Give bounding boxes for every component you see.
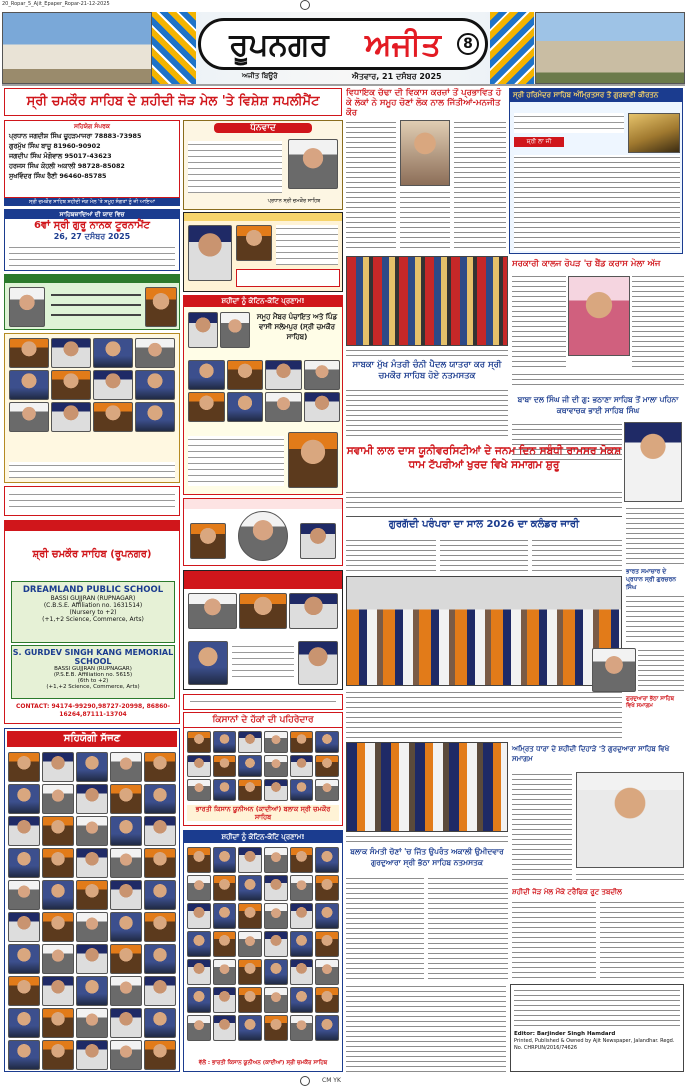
supporter-photo <box>76 752 108 782</box>
farmer-photo <box>264 755 288 777</box>
school2-classes: (6th to +2) <box>77 678 109 684</box>
member-photo <box>187 931 211 957</box>
election-text-2 <box>428 876 508 980</box>
contact-line: ਜਗਦੀਪ ਸਿੰਘ ਮੰਗੋਵਾਲ 95017-43623 <box>9 152 112 160</box>
member-photo <box>290 987 314 1013</box>
supporter-photo <box>144 848 176 878</box>
calendar-text-3 <box>532 538 622 572</box>
school1-place: BASSI GUJJRAN (RUPNAGAR) <box>50 595 136 602</box>
member-photo <box>315 875 339 901</box>
member-photo <box>238 847 262 873</box>
supporter-photo <box>76 976 108 1006</box>
farmer-photo <box>213 755 237 777</box>
supporter-photo <box>76 912 108 942</box>
supporter-photo <box>144 1008 176 1038</box>
green-box-strip <box>5 275 179 283</box>
leader-photo <box>298 641 338 685</box>
election-caption <box>346 834 508 844</box>
mid-red-box <box>183 498 343 566</box>
minister-headline: ਸਾਬਕਾ ਮੁੱਖ ਮੰਤਰੀ ਚੰਨੀ ਪੈਦਲ ਯਾਤਰਾ ਕਰ ਸ੍ਰੀ ਚਮਕੌਰ ਸਾਹਿਬ ਹੋਏ ਨਤਮਸਤਕ <box>352 360 502 381</box>
leader-photo <box>239 593 288 629</box>
member-photo <box>290 875 314 901</box>
member-photo <box>315 987 339 1013</box>
supporter-photo <box>110 944 142 974</box>
farmer-photo <box>264 779 288 801</box>
calendar-text-2 <box>440 538 528 572</box>
narrow-col-text-3 <box>638 648 684 692</box>
edition-line: ਅਜੀਤ ਬਿਊਰੋ <box>242 72 278 80</box>
college-text-3 <box>512 372 684 388</box>
large-portrait <box>288 432 338 488</box>
supporter-photo <box>110 912 142 942</box>
member-photo <box>264 903 288 929</box>
calendar-headline: ਗੁਰਗੱਦੀ ਪਰੰਪਰਾ ਦਾ ਸਾਲ 2026 ਦਾ ਕਲੰਡਰ ਜਾਰੀ <box>346 516 622 534</box>
thanks-portrait <box>288 139 338 189</box>
farmers-heading: ਕਿਸਾਨਾਂ ਦੇ ਹੱਕਾਂ ਦੀ ਪਹਿਰੇਦਾਰ <box>184 713 342 728</box>
farmer-photo <box>213 779 237 801</box>
top-story-photo <box>400 120 450 186</box>
sabha-text: ਸਮੂਹ ਮੈਂਬਰ ਪੰਚਾਇਤ ਅਤੇ ਪਿੰਡ ਵਾਸੀ ਸਲੇਮਪੁਰ (ਸ੍ਰੀ ਚਮਕੌਰ ਸਾਹਿਬ) <box>256 313 338 341</box>
kirtan-text <box>514 113 624 133</box>
member-photo <box>238 1015 262 1041</box>
thanks-heading: ਧੰਨਵਾਦ <box>214 123 312 133</box>
welcome-panel <box>183 212 343 292</box>
footer-page-label: CM YK <box>322 1077 341 1084</box>
supporter-photo <box>8 1008 40 1038</box>
masthead-title-box <box>198 18 488 70</box>
supporter-photo <box>76 784 108 814</box>
top-story-text-1 <box>346 120 396 250</box>
contacts-box <box>4 120 180 198</box>
farmer-photo <box>213 731 237 753</box>
thanks-name: ਪ੍ਰਧਾਨ ਸ੍ਰੀ ਚਮਕੌਰ ਸਾਹਿਬ <box>267 198 321 204</box>
supporter-photo <box>42 784 74 814</box>
supporter-photo <box>76 944 108 974</box>
masthead <box>2 12 685 86</box>
supporter-photo <box>8 976 40 1006</box>
bhai-photo <box>624 422 682 502</box>
lower-right-photo <box>576 772 684 868</box>
farmer-photo <box>187 731 211 753</box>
school1-card <box>11 581 175 643</box>
contributor-photo <box>135 370 175 400</box>
imprint-line: Printed, Published & Owned by Ajit Newspaper, Jalandhar. Regd. No. CHRPUN/2016/74626 <box>514 1038 675 1051</box>
narrow-col-portrait <box>592 648 636 692</box>
far-right-headline: ਗੁਰਦੁਆਰਾ ਭੱਠਾ ਸਾਹਿਬ ਵਿਖੇ ਸਮਾਗਮ <box>626 696 675 709</box>
supporter-photo <box>8 912 40 942</box>
contributor-photo <box>135 402 175 432</box>
supporter-photo <box>42 1008 74 1038</box>
imprint-editor: Editor: Barjinder Singh Hamdard <box>514 1031 616 1037</box>
mid-thanks-strip <box>183 694 343 710</box>
top-story-text-2 <box>400 190 450 250</box>
contact-line: ਗੁਰਮੁੱਖ ਸਿੰਘ ਬਾਜੂ 81960-90902 <box>9 142 101 150</box>
member-photo <box>238 987 262 1013</box>
narrow-col-text-1 <box>626 506 684 566</box>
school2-card <box>11 645 175 699</box>
member-photo <box>227 360 264 390</box>
supporter-photo <box>42 848 74 878</box>
school2-place: BASSI GUJJRAN (RUPNAGAR) <box>54 666 132 672</box>
contributor-photo <box>51 338 91 368</box>
member-photo <box>213 903 237 929</box>
tribute-heading: ਸ਼ਹੀਦਾਂ ਨੂੰ ਕੋਟਿਨ-ਕੋਟਿ ਪ੍ਰਣਾਮ! <box>184 296 342 307</box>
university-headline: ਸਵਾਮੀ ਲਾਲ ਦਾਸ ਯੂਨੀਵਰਸਿਟੀਆਂ ਦੇ ਜਨਮ ਦਿਨ ਸਬੰਧੀ ਰਾਮਸਰ ਮੋਕਸ਼ ਧਾਮ ਟੱਪਰੀਆਂ ਖੁਰਦ ਵਿਖੇ ਸਮਾਗਮ ਸ਼ੁਰੂ <box>346 445 622 471</box>
saint-portrait <box>238 511 288 561</box>
thanks-text <box>188 141 282 193</box>
green-box-text <box>51 289 141 323</box>
minister-crowd-photo <box>346 256 508 346</box>
contact-line: ਹਰਜਸ ਸਿੰਘ ਕੋਹਲੀ ਅਕਾਲੀ 98728-85082 <box>9 162 125 170</box>
contributor-photo <box>9 370 49 400</box>
family-thanks-text <box>9 491 175 511</box>
calendar-caption <box>346 690 622 738</box>
school2-name: S. GURDEV SINGH KANG MEMORIAL SCHOOL <box>12 648 174 666</box>
member-photo <box>187 847 211 873</box>
calendar-release-photo <box>346 576 622 686</box>
supporter-photo <box>8 816 40 846</box>
farmer-photo <box>238 731 262 753</box>
welcome-footer <box>236 269 340 287</box>
member-photo <box>213 847 237 873</box>
member-photo <box>264 987 288 1013</box>
supporter-photo <box>144 976 176 1006</box>
sabha-portrait <box>220 312 250 348</box>
gurdwara-photo <box>2 12 152 84</box>
masthead-pattern-left <box>152 12 196 84</box>
supporter-photo <box>110 848 142 878</box>
member-photo <box>187 875 211 901</box>
faces-footer <box>9 462 175 478</box>
supporter-photo <box>110 752 142 782</box>
member-photo <box>315 931 339 957</box>
welcome-text <box>276 225 338 265</box>
farmer-photo <box>315 731 339 753</box>
supporter-photo <box>110 1008 142 1038</box>
farmer-photo <box>264 731 288 753</box>
member-photo <box>213 959 237 985</box>
faces-grid-top <box>4 333 180 483</box>
mid-photos-strip <box>184 571 342 589</box>
election-photo <box>346 742 508 832</box>
supporter-photo <box>8 944 40 974</box>
notice-strip: ਸ਼ਹੀਦੀ ਜੋੜ ਮੇਲ ਮੌਕੇ ਟਰੈਫਿਕ ਰੂਟ ਤਬਦੀਲ <box>512 888 622 896</box>
mid-bottom-footer: ਵੱਲੋਂ : ਭਾਰਤੀ ਕਿਸਾਨ ਯੂਨੀਅਨ (ਕਾਦੀਆਂ) ਸ੍ਰੀ ਚਮਕੌਰ ਸਾਹਿਬ <box>198 1060 328 1066</box>
supporter-photo <box>8 784 40 814</box>
supporter-photo <box>110 880 142 910</box>
contributor-photo <box>93 402 133 432</box>
supporter-photo <box>8 880 40 910</box>
college-photo <box>568 276 630 356</box>
green-box-portrait <box>9 287 45 327</box>
farmer-photo <box>315 779 339 801</box>
supporter-photo <box>144 784 176 814</box>
member-photo <box>304 360 341 390</box>
thanks-box <box>183 120 343 210</box>
sabha-portrait <box>188 312 218 348</box>
member-photo <box>290 847 314 873</box>
green-box-portrait <box>145 287 177 327</box>
member-photo <box>213 987 237 1013</box>
farmer-photo <box>238 755 262 777</box>
supporter-photo <box>42 944 74 974</box>
supporter-photo <box>144 944 176 974</box>
mid-bottom-heading: ਸ਼ਹੀਦਾਂ ਨੂੰ ਕੋਟਿਨ-ਕੋਟਿ ਪ੍ਰਣਾਮ! <box>184 831 342 843</box>
tribute-small-photo <box>190 523 226 559</box>
masthead-pattern-right <box>490 12 534 84</box>
member-photo <box>290 959 314 985</box>
farmers-panel <box>183 712 343 826</box>
member-photo <box>290 931 314 957</box>
school-contact: CONTACT: 94174-99290,98727-20998, 86860-16264,87111-13704 <box>16 703 170 718</box>
tournament-box <box>4 209 180 271</box>
supporter-photo <box>8 752 40 782</box>
member-photo <box>290 1015 314 1041</box>
kirtan-photo <box>628 113 680 153</box>
member-photo <box>188 360 225 390</box>
narrow-col-text-2 <box>626 594 684 644</box>
member-photo <box>265 392 302 422</box>
leader-photo <box>289 593 338 629</box>
tribute-box <box>183 295 343 495</box>
tournament-heading: ਸਾਹਿਬਜ਼ਾਦਿਆਂ ਦੀ ਯਾਦ ਵਿਚ <box>5 210 179 219</box>
member-photo <box>290 903 314 929</box>
masthead-left-title: ਰੂਪਨਗਰ <box>229 27 329 63</box>
farmer-photo <box>187 755 211 777</box>
member-photo <box>213 1015 237 1041</box>
kirtan-caption: ਸ਼੍ਰੀ ਲਾ ਜੀ <box>514 137 564 147</box>
member-photo <box>187 959 211 985</box>
school1-name: DREAMLAND PUBLIC SCHOOL <box>22 585 164 595</box>
supporter-photo <box>42 752 74 782</box>
contact-line: ਸੁਖਵਿੰਦਰ ਸਿੰਘ ਰੈਣੀ 96460-85785 <box>9 172 107 180</box>
lower-mid-text <box>346 984 506 1072</box>
tournament-title: 6ਵਾਂ ਸ੍ਰੀ ਗੁਰੂ ਨਾਨਕ ਟੂਰਨਾਮੈਂਟ <box>34 220 150 231</box>
member-photo <box>187 903 211 929</box>
tribute-faces <box>188 360 340 422</box>
member-photo <box>265 360 302 390</box>
farmer-photo <box>290 731 314 753</box>
mid-photos-box <box>183 570 343 690</box>
farmer-photo <box>290 779 314 801</box>
member-photo <box>264 1015 288 1041</box>
supporter-photo <box>144 1040 176 1070</box>
contacts-heading: ਸਹਿਯੋਗ ਸੰਪਰਕ <box>74 123 110 130</box>
school1-streams: (+1,+2 Science, Commerce, Arts) <box>42 616 144 623</box>
supporter-photo <box>42 880 74 910</box>
member-photo <box>227 392 264 422</box>
mid-photos-text <box>232 643 294 681</box>
supporter-photo <box>144 880 176 910</box>
member-photo <box>213 931 237 957</box>
notice-text-2 <box>600 900 684 980</box>
welcome-portrait <box>236 225 272 261</box>
supporter-photo <box>144 816 176 846</box>
member-photo <box>238 903 262 929</box>
leader-photo <box>188 593 237 629</box>
bhai-headline: ਬਾਬਾ ਦਲ ਸਿੰਘ ਜੀ ਦੀ ਗੁ: ਭਠਾਣਾ ਸਾਹਿਬ ਤੋਂ ਮਾਲਾ ਪਹਿਨਾ ਕਥਾਵਾਚਕ ਭਾਈ ਸਾਹਿਬ ਸਿੰਘ <box>517 395 679 415</box>
date-line: ਐਤਵਾਰ, 21 ਦਸੰਬਰ 2025 <box>352 72 442 81</box>
mid-red-strip <box>184 499 342 509</box>
minister-caption <box>346 348 508 358</box>
green-welcome-box <box>4 274 180 330</box>
imprint-text <box>514 988 680 1028</box>
member-photo <box>315 903 339 929</box>
tournament-text <box>9 244 175 266</box>
member-photo <box>304 392 341 422</box>
member-photo <box>264 931 288 957</box>
mid-bottom-panel <box>183 830 343 1072</box>
supporter-photo <box>110 816 142 846</box>
member-photo <box>264 847 288 873</box>
supporter-photo <box>110 976 142 1006</box>
farmer-photo <box>290 755 314 777</box>
contributor-photo <box>9 338 49 368</box>
mid-bottom-grid <box>187 847 339 1041</box>
contributor-photo <box>51 402 91 432</box>
supporter-photo <box>42 912 74 942</box>
contributor-photo <box>9 402 49 432</box>
contributor-photo <box>93 370 133 400</box>
contributor-photo <box>135 338 175 368</box>
schools-top-strip <box>5 521 179 531</box>
city-photo <box>535 12 685 84</box>
member-photo <box>188 392 225 422</box>
member-photo <box>238 931 262 957</box>
tribute-text <box>188 436 284 486</box>
election-headline: ਬਲਾਕ ਸੰਮਤੀ ਚੋਣਾਂ 'ਚ ਜਿੱਤ ਉਪਰੰਤ ਅਕਾਲੀ ਉਮੀਦਵਾਰ ਗੁਰਦੁਆਰਾ ਸ੍ਰੀ ਭੱਠਾ ਸਾਹਿਬ ਨਤਮਸਤਕ <box>350 847 504 867</box>
farmers-org: ਭਾਰਤੀ ਕਿਸਾਨ ਯੂਨੀਅਨ (ਕਾਦੀਆਂ) ਬਲਾਕ ਸ੍ਰੀ ਚਮਕੌਰ ਸਾਹਿਬ <box>187 805 339 821</box>
contributor-photo <box>51 370 91 400</box>
supporter-photo <box>8 848 40 878</box>
member-photo <box>187 987 211 1013</box>
family-thanks-box <box>4 486 180 516</box>
kirtan-body <box>514 155 680 251</box>
supporter-photo <box>110 1040 142 1070</box>
file-info-line: 20_Ropar_5_Ajit_Epaper_Ropar-21-12-2025 <box>2 1 110 7</box>
supporter-photo <box>8 1040 40 1070</box>
farmer-photo <box>187 779 211 801</box>
contributor-photo <box>93 338 133 368</box>
member-photo <box>264 875 288 901</box>
farmer-photo <box>238 779 262 801</box>
calendar-text-1 <box>346 538 436 572</box>
masthead-right-title: ਅਜੀਤ <box>364 27 442 63</box>
leader-photo <box>188 641 228 685</box>
mid-photos-grid <box>188 593 338 629</box>
supporter-photo <box>42 976 74 1006</box>
supplement-banner: ਸ੍ਰੀ ਚਮਕੌਰ ਸਾਹਿਬ ਦੇ ਸ਼ਹੀਦੀ ਜੋੜ ਮੇਲ 'ਤੇ ਵਿਸ਼ੇਸ਼ ਸਪਲੀਮੈਂਟ <box>4 88 342 116</box>
tribute-small-photo <box>300 523 336 559</box>
tournament-dates: 26, 27 ਦਸੰਬਰ 2025 <box>53 232 131 241</box>
welcome-portrait <box>188 225 232 281</box>
red-welcome-strip: ਸ੍ਰੀ ਚਮਕੌਰ ਸਾਹਿਬ ਸ਼ਹੀਦੀ ਜੋੜ ਮੇਲ 'ਤੇ ਸਮੂਹ ਸੰਗਤਾਂ ਨੂੰ ਜੀ ਆਇਆਂ <box>4 198 180 206</box>
supporter-photo <box>76 848 108 878</box>
college-text-2 <box>632 274 684 370</box>
page-number: 8 <box>457 33 479 55</box>
farmer-photo <box>315 755 339 777</box>
kirtan-headline: ਸ੍ਰੀ ਹਰਿਮੰਦਰ ਸਾਹਿਬ ਅੰਮ੍ਰਿਤਸਰ ਤੋਂ ਗੁਰਬਾਣੀ ਕੀਰਤਨ <box>510 89 682 102</box>
supporter-photo <box>76 880 108 910</box>
college-text-1 <box>512 274 566 370</box>
supporter-photo <box>42 1040 74 1070</box>
registration-mark-bottom <box>300 1076 310 1086</box>
supporter-photo <box>76 1040 108 1070</box>
mini-headline: ਭਾਰਤ ਸਮਾਚਾਰ ਦੇ ਪ੍ਰਧਾਨ ਸ੍ਰੀ ਗੁਰਚਰਨ ਸਿੰਘ <box>626 568 676 591</box>
school2-affiliation: (P.S.E.B. Affiliation no. 5615) <box>53 672 133 678</box>
member-photo <box>238 959 262 985</box>
member-photo <box>264 959 288 985</box>
mid-thanks-text <box>190 698 336 707</box>
sahyogi-heading: ਸਹਿਯੋਗੀ ਸੱਜਣ <box>7 731 177 747</box>
university-text <box>346 490 622 510</box>
lower-right-text-1 <box>512 772 572 882</box>
supporter-photo <box>76 816 108 846</box>
school1-classes: (Nursery to +2) <box>69 609 117 616</box>
registration-mark-top <box>300 0 310 10</box>
imprint-box <box>510 984 684 1072</box>
member-photo <box>315 959 339 985</box>
lower-right-text-2 <box>576 872 684 882</box>
lower-right-headline: ਅਮ੍ਰਿਤ ਧਾਰਾ ਦੇ ਸ਼ਹੀਦੀ ਦਿਹਾੜੇ 'ਤੇ ਗੁਰਦੁਆਰਾ ਸਾਹਿਬ ਵਿਖੇ ਸਮਾਗਮ <box>512 745 670 763</box>
college-headline: ਸਰਕਾਰੀ ਕਾਲਜ ਰੋਪੜ 'ਚ ਬੈਂਡ ਕਰਾਸ ਮੇਲਾ ਅੱਜ <box>512 259 661 269</box>
member-photo <box>315 847 339 873</box>
member-photo <box>213 875 237 901</box>
member-photo <box>187 1015 211 1041</box>
kirtan-box <box>509 88 683 254</box>
supporter-photo <box>42 816 74 846</box>
election-text-1 <box>346 876 424 980</box>
farmers-grid <box>187 731 339 801</box>
school1-affiliation: (C.B.S.E. Affiliation no. 1631514) <box>43 602 143 609</box>
top-headline: ਵਿਧਾਇਕ ਚੱਢਾ ਦੀ ਵਿਕਾਸ ਕਰਜ਼ਾਂ ਤੋਂ ਪ੍ਰਭਾਵਿਤ ਹੋ ਕੇ ਲੋਕਾਂ ਨੇ ਸਮੂਹ ਚੋਣਾਂ ਲੋਕ ਨਾਲ ਜਿੱਤੀਆਂ-ਮਨਜੀਤ ਕੌਰ <box>346 88 502 118</box>
school2-streams: (+1,+2 Science, Commerce, Arts) <box>46 684 140 690</box>
welcome-strip <box>184 213 342 221</box>
school-title-top: ਸ਼੍ਰੀ ਚਮਕੌਰ ਸਾਹਿਬ (ਰੂਪਨਗਰ) <box>32 549 152 560</box>
member-photo <box>315 1015 339 1041</box>
minister-story-text <box>346 388 508 440</box>
supporter-photo <box>144 912 176 942</box>
top-story-text-3 <box>454 120 506 250</box>
supporter-photo <box>110 784 142 814</box>
contact-line: ਪ੍ਰਧਾਨ ਜਗਦੀਸ਼ ਸਿੰਘ ਚੂਹੜਮਾਜਰਾ 78883-73985 <box>9 132 142 140</box>
sahyogi-panel <box>4 728 180 1072</box>
supporter-photo <box>76 1008 108 1038</box>
notice-text-1 <box>512 900 596 980</box>
schools-panel <box>4 520 180 724</box>
member-photo <box>238 875 262 901</box>
supporter-photo <box>144 752 176 782</box>
